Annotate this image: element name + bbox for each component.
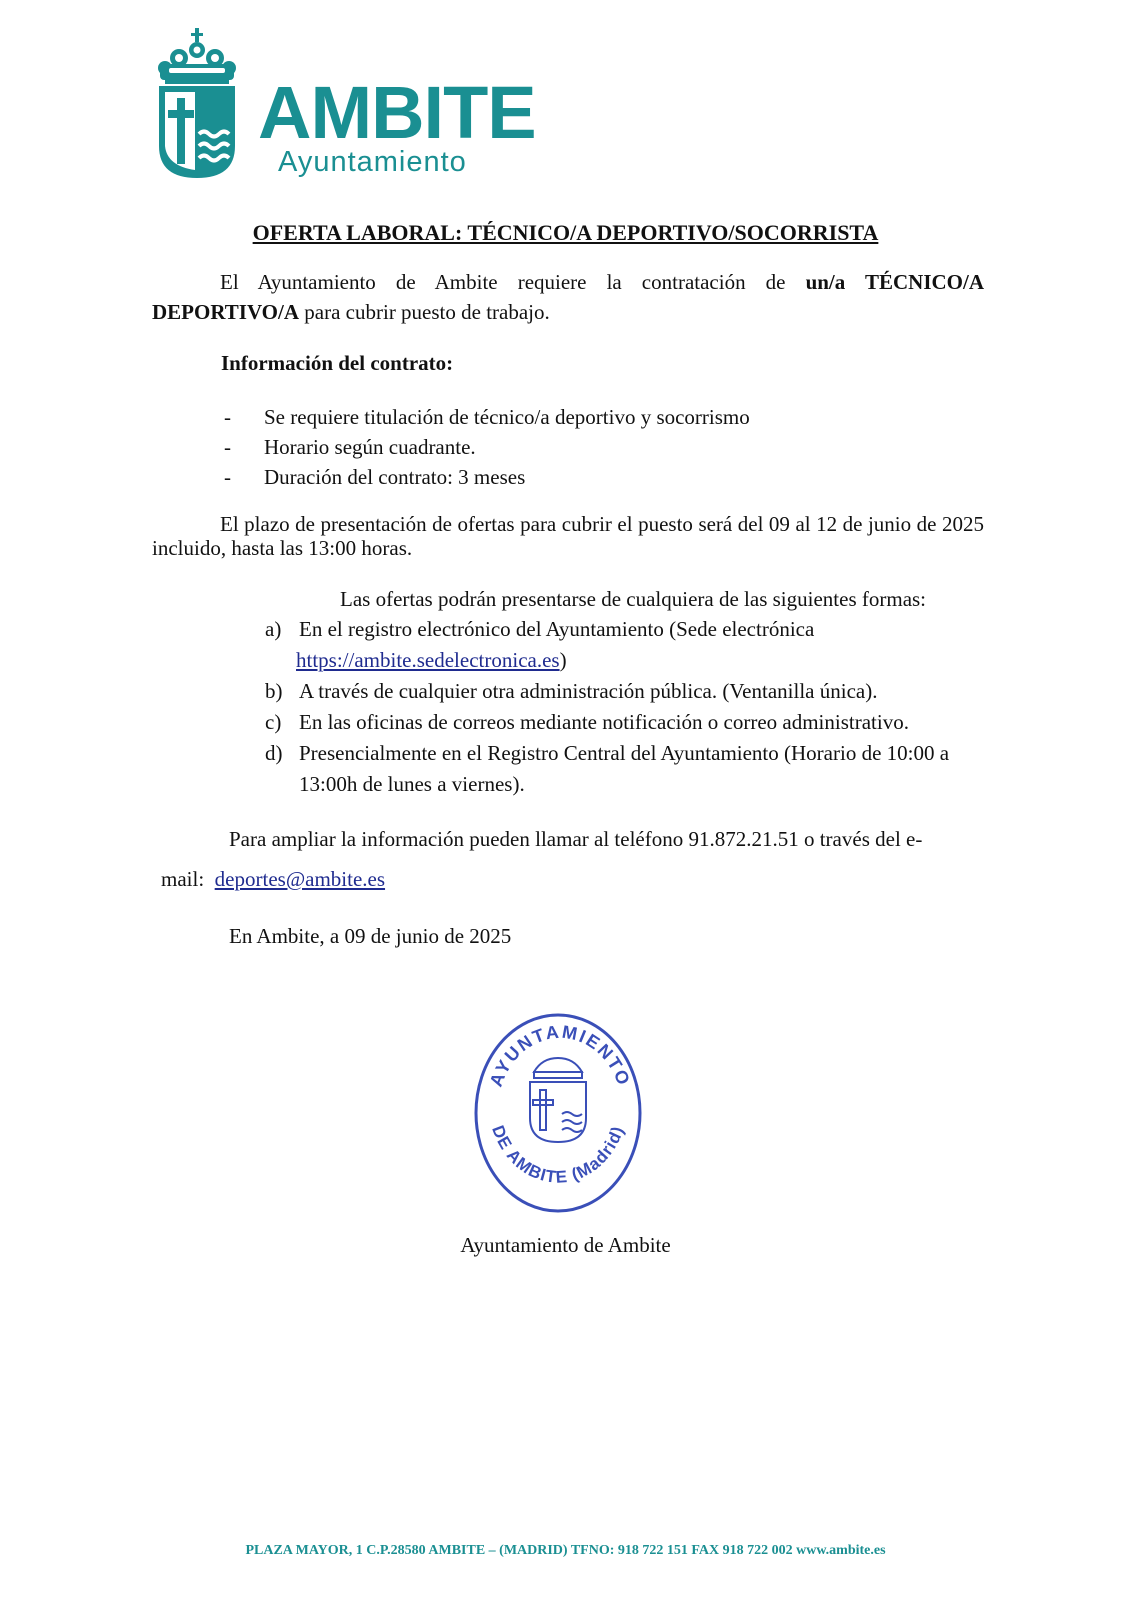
contract-info-list xyxy=(224,402,750,492)
list-item-text: Presencialmente en el Registro Central del Ayuntamiento (Horario de 10:00 a 13:00h de lunes a viernes). xyxy=(299,741,950,796)
list-item xyxy=(265,707,995,738)
intro-text-end: para cubrir puesto de trabajo. xyxy=(299,300,550,324)
electronic-office-link[interactable]: https://ambite.sedelectronica.es xyxy=(296,648,560,672)
submission-methods-intro: Las ofertas podrán presentarse de cualquiera de las siguientes formas: xyxy=(340,587,927,611)
logo-name: AMBITE xyxy=(258,71,536,154)
deadline-paragraph: El plazo de presentación de ofertas para cubrir el puesto será del 09 al 12 de junio de 2025 incluido, hasta las 13:00 horas. xyxy=(152,512,984,560)
intro-text: El Ayuntamiento de Ambite requiere la contratación de xyxy=(220,270,806,294)
list-item-text: Se requiere titulación de técnico/a deportivo y socorrismo xyxy=(264,405,750,429)
list-marker: d) xyxy=(265,741,283,765)
intro-paragraph xyxy=(152,267,984,327)
bullet-dash: - xyxy=(224,435,231,459)
logo-subtitle: Ayuntamiento xyxy=(278,146,467,178)
stamp-bottom-text: DE AMBITE (Madrid) xyxy=(488,1122,628,1187)
list-item-text: Duración del contrato: 3 meses xyxy=(264,465,526,489)
bullet-dash: - xyxy=(224,465,231,489)
list-item-text: En las oficinas de correos mediante notificación o correo administrativo. xyxy=(299,710,909,734)
list-item xyxy=(265,676,995,707)
svg-text:AYUNTAMIENTO xyxy=(486,1022,635,1090)
document-title: OFERTA LABORAL: TÉCNICO/A DEPORTIVO/SOCORRISTA xyxy=(252,220,879,245)
list-item xyxy=(265,614,995,676)
email-link[interactable]: deportes@ambite.es xyxy=(214,867,386,891)
date-line: En Ambite, a 09 de junio de 2025 xyxy=(229,924,512,948)
contact-paragraph: Para ampliar la información pueden llamar al teléfono 91.872.21.51 o través del e- xyxy=(229,827,923,851)
email-prefix: mail: xyxy=(161,867,205,891)
coat-of-arms-logo-icon xyxy=(157,28,239,180)
contract-info-heading: Información del contrato: xyxy=(221,351,454,375)
list-marker: b) xyxy=(265,679,283,703)
bullet-dash: - xyxy=(224,405,231,429)
email-row xyxy=(161,859,385,899)
list-item xyxy=(224,462,750,492)
list-item xyxy=(224,432,750,462)
list-marker: c) xyxy=(265,710,282,734)
signature-label: Ayuntamiento de Ambite xyxy=(460,1233,671,1257)
list-marker: a) xyxy=(265,617,282,641)
submission-methods-list xyxy=(265,614,995,800)
footer-address: PLAZA MAYOR, 1 C.P.28580 AMBITE – (MADRID) TFNO: 918 722 151 FAX 918 722 002 www.ambite.es xyxy=(245,1543,886,1558)
list-item xyxy=(224,402,750,432)
svg-text:DE AMBITE (Madrid) xyxy=(488,1123,628,1187)
intro-position: un/a TÉCNICO/A DEPORTIVO/A xyxy=(152,270,984,324)
list-item-text: En el registro electrónico del Ayuntamiento (Sede electrónica https://ambite.sedelectronica.es) xyxy=(296,617,815,672)
list-item-text: Horario según cuadrante. xyxy=(264,435,476,459)
list-item-text: A través de cualquier otra administración pública. (Ventanilla única). xyxy=(299,679,878,703)
stamp-top-text: AYUNTAMIENTO xyxy=(485,1021,635,1090)
list-item xyxy=(265,738,995,800)
official-stamp-icon xyxy=(470,1010,646,1216)
